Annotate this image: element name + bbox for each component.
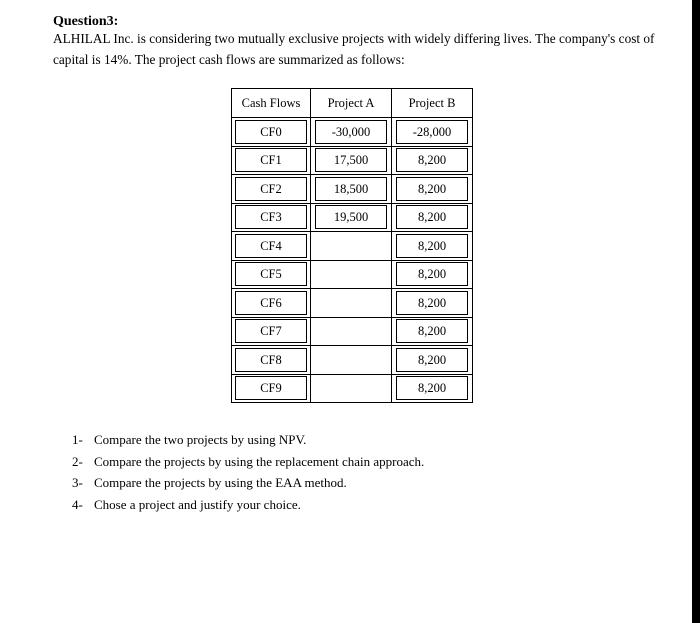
table-row	[232, 118, 473, 147]
project-b-value-cell	[392, 232, 473, 261]
cash-flow-label: CF8	[235, 348, 307, 372]
task-number: 1-	[72, 432, 83, 447]
project-b-value: 8,200	[396, 319, 468, 343]
question-intro: ALHILAL Inc. is considering two mutually exclusive projects with widely differing lives. The company's cost of capital is 14%. The project cash flows are summarized as follows:	[53, 31, 655, 67]
list-item	[72, 494, 424, 516]
project-a-value	[315, 290, 387, 312]
list-item	[72, 429, 424, 451]
table-row	[232, 175, 473, 204]
list-item	[72, 472, 424, 494]
project-b-value-cell	[392, 175, 473, 204]
project-b-value-cell	[392, 203, 473, 232]
table-header-row	[232, 89, 473, 118]
cash-flow-label-cell	[232, 317, 311, 346]
cash-flow-table	[231, 88, 473, 403]
table-body	[232, 118, 473, 403]
project-a-value-cell	[311, 374, 392, 403]
table-row	[232, 232, 473, 261]
cash-flow-label: CF7	[235, 319, 307, 343]
task-number: 3-	[72, 475, 83, 490]
project-b-value: 8,200	[396, 177, 468, 201]
project-a-value-cell	[311, 289, 392, 318]
project-b-value: 8,200	[396, 376, 468, 400]
task-text: Compare the projects by using the EAA method.	[94, 475, 347, 490]
cash-flow-label: CF4	[235, 234, 307, 258]
project-b-value: 8,200	[396, 262, 468, 286]
project-a-value	[315, 347, 387, 369]
table-row	[232, 260, 473, 289]
project-a-value-cell	[311, 317, 392, 346]
project-a-value: 18,500	[315, 177, 387, 201]
cash-flow-label: CF0	[235, 120, 307, 144]
project-a-value-cell	[311, 346, 392, 375]
cash-flow-label-cell	[232, 374, 311, 403]
project-b-value-cell	[392, 118, 473, 147]
project-b-value-cell	[392, 146, 473, 175]
cash-flow-label-cell	[232, 146, 311, 175]
project-b-value-cell	[392, 374, 473, 403]
cash-flow-label: CF1	[235, 148, 307, 172]
task-list	[72, 429, 424, 515]
cash-flow-label-cell	[232, 346, 311, 375]
cash-flow-label-cell	[232, 260, 311, 289]
cash-flow-label-cell	[232, 175, 311, 204]
task-number: 4-	[72, 496, 83, 512]
project-b-value: 8,200	[396, 348, 468, 372]
project-b-value: 8,200	[396, 291, 468, 315]
task-text: Chose a project and justify your choice.	[94, 496, 301, 512]
header-project-b: Project B	[392, 89, 473, 118]
project-a-value	[315, 233, 387, 255]
table-row	[232, 289, 473, 318]
cash-flow-label: CF6	[235, 291, 307, 315]
project-b-value-cell	[392, 346, 473, 375]
project-a-value-cell	[311, 232, 392, 261]
list-item	[72, 451, 424, 473]
cash-flow-label-cell	[232, 232, 311, 261]
project-a-value-cell	[311, 175, 392, 204]
table-row	[232, 346, 473, 375]
cash-flow-label: CF5	[235, 262, 307, 286]
project-a-value: -30,000	[315, 120, 387, 144]
cash-flow-label: CF3	[235, 205, 307, 229]
table-row	[232, 146, 473, 175]
cash-flow-label-cell	[232, 203, 311, 232]
project-b-value-cell	[392, 260, 473, 289]
project-a-value	[315, 318, 387, 340]
project-a-value-cell	[311, 146, 392, 175]
project-a-value	[315, 375, 387, 397]
project-a-value-cell	[311, 260, 392, 289]
table-row	[232, 203, 473, 232]
table-row	[232, 317, 473, 346]
project-b-value-cell	[392, 317, 473, 346]
project-b-value: 8,200	[396, 148, 468, 172]
project-b-value: 8,200	[396, 205, 468, 229]
task-text: Compare the two projects by using NPV.	[94, 432, 307, 447]
cash-flow-label-cell	[232, 289, 311, 318]
project-a-value	[315, 261, 387, 283]
cash-flow-label: CF9	[235, 376, 307, 400]
header-cash-flows: Cash Flows	[232, 89, 311, 118]
task-text: Compare the projects by using the replacement chain approach.	[94, 453, 425, 469]
question-heading: Question3:	[53, 14, 119, 29]
header-project-a: Project A	[311, 89, 392, 118]
project-a-value: 19,500	[315, 205, 387, 229]
project-a-value-cell	[311, 118, 392, 147]
cash-flow-label-cell	[232, 118, 311, 147]
table-row	[232, 374, 473, 403]
project-a-value-cell	[311, 203, 392, 232]
project-a-value: 17,500	[315, 148, 387, 172]
right-edge-bar	[692, 0, 700, 623]
project-b-value-cell	[392, 289, 473, 318]
task-number: 2-	[72, 453, 83, 469]
cash-flow-label: CF2	[235, 177, 307, 201]
project-b-value: -28,000	[396, 120, 468, 144]
project-b-value: 8,200	[396, 234, 468, 258]
